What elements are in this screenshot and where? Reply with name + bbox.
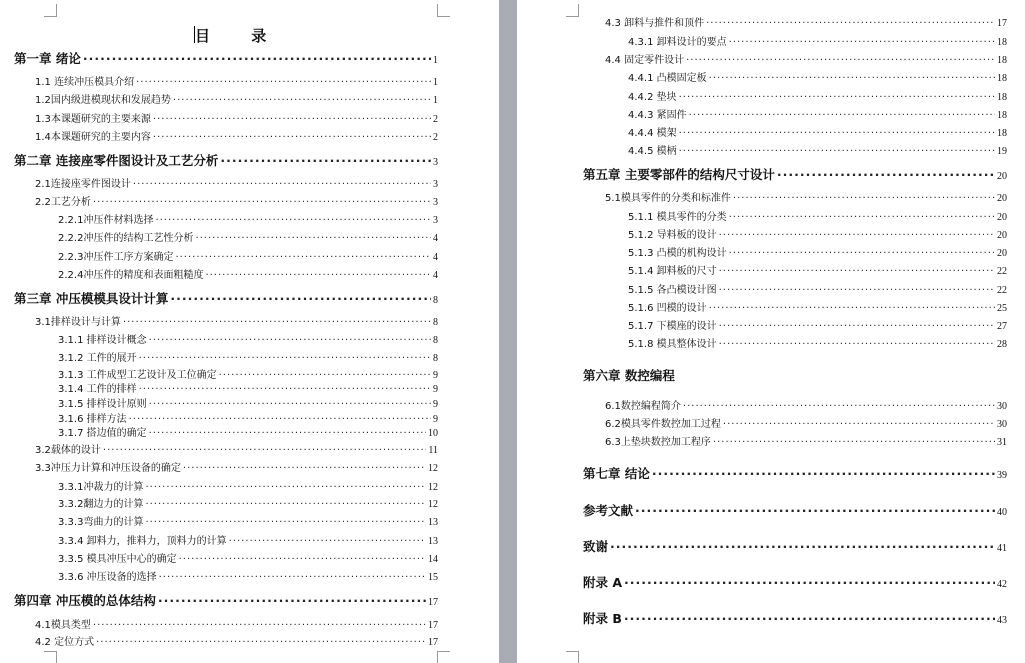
dot-leader [145, 517, 426, 528]
toc-entry[interactable] [35, 110, 438, 126]
dot-leader [719, 266, 995, 277]
toc-page-number: 28 [997, 339, 1007, 350]
toc-entry-title: 3.1.6 排样方法 [58, 414, 127, 425]
toc-entry-title: 附录 B [583, 611, 622, 626]
toc-entry-title: 4.4.3 紧固件 [628, 110, 687, 121]
toc-page-number: 4 [433, 270, 438, 281]
dot-leader [96, 637, 426, 648]
toc-entry-title: 第三章 冲压模模具设计计算 [14, 291, 169, 306]
toc-page-number: 20 [997, 193, 1007, 204]
toc-entry[interactable] [583, 165, 1007, 181]
toc-page-number: 17 [428, 620, 438, 631]
toc-page-number: 18 [997, 73, 1007, 84]
dot-leader [173, 95, 431, 106]
dot-leader [709, 73, 995, 84]
toc-entry-title: 3.3.5 模具冲压中心的确定 [58, 554, 177, 565]
toc-page-number: 1 [433, 95, 438, 106]
toc-entry-title: 第六章 数控编程 [583, 368, 675, 383]
toc-entry[interactable] [14, 289, 438, 305]
toc-page-number: 43 [997, 615, 1007, 626]
toc-page-number: 18 [997, 110, 1007, 121]
toc-entry-title: 1.1 连续冲压模具介绍 [35, 77, 135, 88]
toc-page-number: 13 [428, 517, 438, 528]
toc-entry-title: 致谢 [583, 539, 609, 554]
toc-entry-title: 4.3.1 卸料设计的要点 [628, 37, 727, 48]
toc-entry-title: 参考文献 [583, 503, 634, 518]
dot-leader [719, 321, 995, 332]
toc-page-number: 15 [428, 572, 438, 583]
toc-entry[interactable] [58, 513, 438, 529]
toc-page-number: 1 [433, 77, 438, 88]
toc-page-number: 20 [997, 248, 1007, 259]
toc-page-number: 30 [997, 419, 1007, 430]
toc-page-number: 22 [997, 266, 1007, 277]
dot-leader [777, 167, 995, 182]
toc-entry[interactable] [583, 501, 1007, 517]
crop-mark [566, 4, 579, 17]
toc-entry[interactable] [583, 609, 1007, 625]
toc-entry-title: 第五章 主要零部件的结构尺寸设计 [583, 167, 775, 182]
dot-leader [183, 463, 426, 474]
dot-leader [93, 197, 431, 208]
toc-page-number: 9 [433, 399, 438, 410]
toc-page-number: 3 [433, 215, 438, 226]
toc-page-number: 12 [428, 482, 438, 493]
toc-entry-title: 4.4 固定零件设计 [605, 55, 685, 66]
toc-page-number: 4 [433, 252, 438, 263]
dot-leader [686, 55, 995, 66]
toc-page-number: 19 [997, 146, 1007, 157]
toc-entry-title: 4.4.2 垫块 [628, 92, 677, 103]
toc-entry-title: 3.1.3 工件成型工艺设计及工位确定 [58, 370, 217, 381]
toc-page-left [0, 0, 499, 663]
toc-entry-title: 6.3上垫块数控加工程序 [605, 437, 711, 448]
dot-leader [652, 466, 995, 481]
toc-entry[interactable] [58, 395, 438, 411]
toc-entry[interactable] [14, 151, 438, 167]
dot-leader [155, 215, 431, 226]
toc-entry[interactable] [58, 248, 438, 264]
toc-entry-title: 3.1.5 排样设计原则 [58, 399, 147, 410]
dot-leader [709, 303, 995, 314]
dot-leader [153, 132, 431, 143]
toc-page-number: 18 [997, 55, 1007, 66]
toc-entry[interactable] [605, 14, 1007, 30]
toc-entry-title: 3.3冲压力计算和冲压设备的确定 [35, 463, 181, 474]
toc-entry-title: 3.1.7 搭边值的确定 [58, 428, 147, 439]
toc-page-number: 13 [428, 536, 438, 547]
crop-mark [437, 4, 450, 17]
crop-mark [44, 4, 57, 17]
toc-page-number: 17 [428, 597, 438, 608]
dot-leader [624, 611, 995, 626]
dot-leader [729, 248, 995, 259]
toc-entry[interactable] [628, 281, 1007, 297]
toc-entry[interactable] [35, 313, 438, 329]
toc-entry[interactable] [628, 226, 1007, 242]
dot-leader [733, 193, 995, 204]
toc-entry[interactable] [58, 495, 438, 511]
toc-entry[interactable] [35, 175, 438, 191]
toc-page-number: 18 [997, 37, 1007, 48]
toc-entry[interactable] [14, 591, 438, 607]
dot-leader [149, 335, 431, 346]
toc-page-number: 42 [997, 579, 1007, 590]
toc-entry-title: 3.1.2 工件的展开 [58, 353, 137, 364]
toc-page-number: 17 [997, 18, 1007, 29]
toc-entry[interactable] [58, 478, 438, 494]
toc-page-number: 3 [433, 197, 438, 208]
toc-entry-title: 3.3.3弯曲力的计算 [58, 517, 144, 528]
toc-page-number: 14 [428, 554, 438, 565]
toc-entry[interactable] [58, 550, 438, 566]
toc-entry-title: 3.3.2翻边力的计算 [58, 499, 144, 510]
dot-leader [175, 252, 431, 263]
toc-entry-title: 3.3.4 卸料力，推料力，顶料力的计算 [58, 536, 227, 547]
toc-entry[interactable] [605, 189, 1007, 205]
dot-leader [719, 285, 995, 296]
toc-entry[interactable] [35, 128, 438, 144]
toc-entry-title: 4.1模具类型 [35, 620, 91, 631]
toc-entry-title: 4.2 定位方式 [35, 637, 95, 648]
toc-entry-title: 2.2.4冲压件的精度和表面粗糙度 [58, 270, 204, 281]
toc-entry-title: 4.4.5 模柄 [628, 146, 677, 157]
toc-page-number: 9 [433, 414, 438, 425]
toc-entry-title: 2.2工艺分析 [35, 197, 91, 208]
toc-page-number: 9 [433, 370, 438, 381]
toc-page-number: 3 [433, 157, 438, 168]
toc-page-number: 40 [997, 507, 1007, 518]
dot-leader [83, 51, 431, 66]
toc-page-number: 20 [997, 171, 1007, 182]
dot-leader [205, 270, 431, 281]
toc-entry[interactable] [583, 366, 1007, 382]
dot-leader [149, 399, 431, 410]
crop-mark [437, 651, 450, 663]
toc-page-number: 11 [428, 445, 438, 456]
dot-leader [136, 77, 431, 88]
toc-entry-title: 5.1模具零件的分类和标准件 [605, 193, 731, 204]
toc-entry[interactable] [35, 633, 438, 649]
toc-page-number: 8 [433, 335, 438, 346]
toc-entry[interactable] [14, 49, 438, 65]
toc-page-number: 18 [997, 92, 1007, 103]
toc-entry-title: 5.1.2 导料板的设计 [628, 230, 717, 241]
toc-page-right [517, 0, 1025, 663]
toc-entry[interactable] [628, 106, 1007, 122]
toc-entry[interactable] [58, 380, 438, 396]
toc-entry[interactable] [628, 69, 1007, 85]
toc-entry[interactable] [58, 211, 438, 227]
dot-leader [683, 401, 995, 412]
toc-entry-title: 第一章 绪论 [14, 51, 81, 66]
toc-entry[interactable] [58, 532, 438, 548]
toc-page-number: 8 [433, 353, 438, 364]
dot-leader [729, 212, 995, 223]
dot-leader [610, 539, 995, 554]
dot-leader [123, 317, 431, 328]
toc-entry[interactable] [628, 208, 1007, 224]
toc-entry[interactable] [628, 33, 1007, 49]
dot-leader [145, 499, 426, 510]
dot-leader [103, 445, 426, 456]
toc-entry-title: 3.1.1 排样设计概念 [58, 335, 147, 346]
toc-page-number: 20 [997, 212, 1007, 223]
toc-entry[interactable] [58, 424, 438, 440]
toc-entry-title: 第七章 结论 [583, 466, 650, 481]
toc-entry-title: 2.1连接座零件图设计 [35, 179, 131, 190]
toc-entry[interactable] [35, 73, 438, 89]
toc-entry-title: 5.1.8 模具整体设计 [628, 339, 717, 350]
toc-entry[interactable] [58, 266, 438, 282]
toc-entry-title: 附录 A [583, 575, 623, 590]
toc-entry[interactable] [605, 415, 1007, 431]
toc-page-number: 1 [433, 55, 438, 66]
toc-entry[interactable] [628, 299, 1007, 315]
toc-entry-title: 5.1.3 凸模的机构设计 [628, 248, 727, 259]
toc-page-number: 17 [428, 637, 438, 648]
toc-entry[interactable] [583, 537, 1007, 553]
toc-entry-title: 1.3本课题研究的主要来源 [35, 114, 151, 125]
toc-page-number: 8 [433, 295, 438, 306]
dot-leader [719, 339, 995, 350]
toc-entry-title: 第四章 冲压模的总体结构 [14, 593, 156, 608]
dot-leader [679, 128, 995, 139]
toc-page-number: 12 [428, 499, 438, 510]
toc-entry-title: 6.2模具零件数控加工过程 [605, 419, 721, 430]
dot-leader [158, 593, 426, 608]
toc-entry-title: 1.2国内级进模现状和发展趋势 [35, 95, 171, 106]
dot-leader [159, 572, 426, 583]
toc-entry-title: 6.1数控编程简介 [605, 401, 681, 412]
dot-leader [139, 353, 431, 364]
toc-entry[interactable] [583, 464, 1007, 480]
dot-leader [170, 291, 431, 306]
toc-page-number: 3 [433, 179, 438, 190]
toc-entry[interactable] [35, 441, 438, 457]
toc-entry[interactable] [605, 397, 1007, 413]
dot-leader [153, 114, 431, 125]
dot-leader [679, 92, 995, 103]
toc-entry-title: 5.1.1 模具零件的分类 [628, 212, 727, 223]
toc-entry-title: 4.4.1 凸模固定板 [628, 73, 707, 84]
dot-leader [624, 575, 995, 590]
toc-entry[interactable] [58, 568, 438, 584]
dot-leader [229, 536, 426, 547]
toc-entry[interactable] [628, 124, 1007, 140]
toc-entry[interactable] [628, 335, 1007, 351]
toc-entry-title: 3.2载体的设计 [35, 445, 101, 456]
toc-page-number: 31 [997, 437, 1007, 448]
toc-entry[interactable] [35, 616, 438, 632]
dot-leader [713, 437, 995, 448]
crop-mark [566, 651, 579, 663]
dot-leader [145, 482, 426, 493]
toc-page-number: 9 [433, 384, 438, 395]
toc-entry[interactable] [628, 262, 1007, 278]
toc-entry[interactable] [58, 229, 438, 245]
toc-page-number: 22 [997, 285, 1007, 296]
toc-entry-title: 5.1.4 卸料板的尺寸 [628, 266, 717, 277]
dot-leader [133, 179, 431, 190]
dot-leader [723, 419, 995, 430]
dot-leader [719, 230, 995, 241]
toc-entry[interactable] [628, 317, 1007, 333]
dot-leader [706, 18, 995, 29]
dot-leader [635, 503, 995, 518]
toc-page-number: 39 [997, 470, 1007, 481]
dot-leader [195, 233, 431, 244]
toc-entry-title: 5.1.6 凹模的设计 [628, 303, 707, 314]
toc-entry[interactable] [35, 459, 438, 475]
toc-entry-title: 4.3 卸料与推件和顶件 [605, 18, 705, 29]
toc-entry[interactable] [58, 349, 438, 365]
toc-page-number: 8 [433, 317, 438, 328]
dot-leader [679, 146, 995, 157]
toc-entry-title: 2.2.1冲压件材料选择 [58, 215, 154, 226]
toc-entry-title: 5.1.7 下模座的设计 [628, 321, 717, 332]
toc-page-number: 2 [433, 132, 438, 143]
toc-entry[interactable] [605, 51, 1007, 67]
toc-entry-title: 3.1排样设计与计算 [35, 317, 121, 328]
toc-entry[interactable] [628, 244, 1007, 260]
toc-page-number: 25 [997, 303, 1007, 314]
toc-entry[interactable] [628, 88, 1007, 104]
toc-page-number: 41 [997, 543, 1007, 554]
toc-entry[interactable] [35, 193, 438, 209]
dot-leader [179, 554, 426, 565]
toc-page-number: 12 [428, 463, 438, 474]
toc-entry-title: 5.1.5 各凸模设计图 [628, 285, 717, 296]
toc-entry-title: 3.1.4 工件的排样 [58, 384, 137, 395]
toc-entry-title: 3.3.1冲裁力的计算 [58, 482, 144, 493]
crop-mark [44, 651, 57, 663]
toc-entry-title: 2.2.3冲压件工序方案确定 [58, 252, 174, 263]
toc-page-number: 30 [997, 401, 1007, 412]
toc-page-number: 18 [997, 128, 1007, 139]
dot-leader [93, 620, 426, 631]
dot-leader [220, 153, 431, 168]
dot-leader [729, 37, 995, 48]
toc-page-number: 10 [428, 428, 438, 439]
toc-entry[interactable] [583, 573, 1007, 589]
toc-title: 目 录 [195, 27, 285, 45]
toc-entry[interactable] [58, 331, 438, 347]
toc-entry[interactable] [35, 91, 438, 107]
toc-page-number: 4 [433, 233, 438, 244]
toc-page-number: 2 [433, 114, 438, 125]
dot-leader [139, 384, 431, 395]
toc-entry-title: 2.2.2冲压件的结构工艺性分析 [58, 233, 194, 244]
toc-entry-title: 4.4.4 模架 [628, 128, 677, 139]
toc-entry-title: 3.3.6 冲压设备的选择 [58, 572, 157, 583]
toc-page-number: 20 [997, 230, 1007, 241]
toc-entry[interactable] [605, 433, 1007, 449]
dot-leader [689, 110, 995, 121]
toc-page-number: 27 [997, 321, 1007, 332]
toc-entry-title: 1.4本课题研究的主要内容 [35, 132, 151, 143]
toc-entry[interactable] [628, 142, 1007, 158]
toc-entry-title: 第二章 连接座零件图设计及工艺分析 [14, 153, 219, 168]
dot-leader [149, 428, 426, 439]
